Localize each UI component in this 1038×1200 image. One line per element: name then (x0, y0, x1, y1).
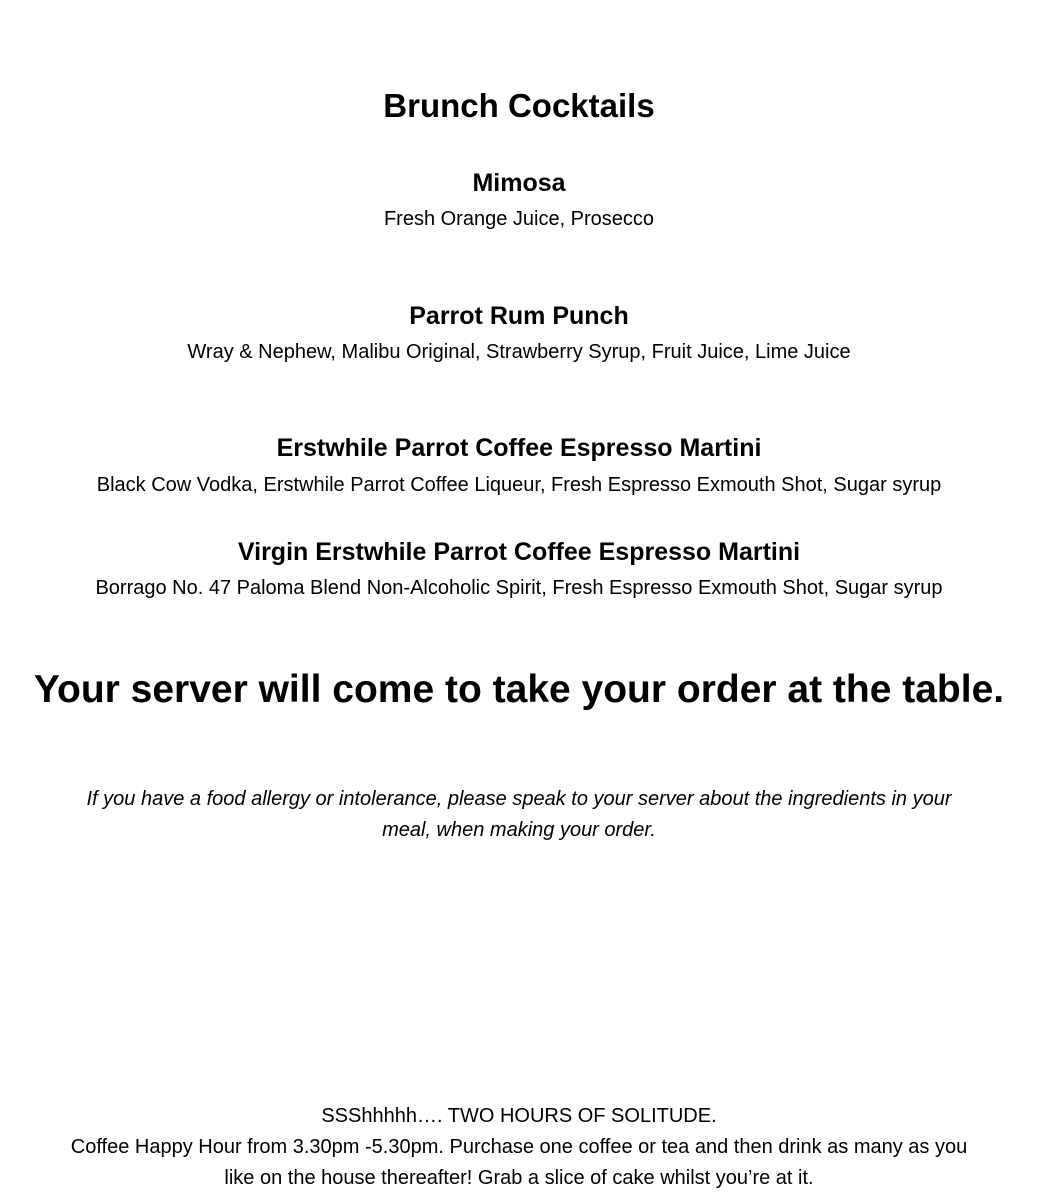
item-name-espresso-martini: Erstwhile Parrot Coffee Espresso Martini (276, 434, 762, 462)
item-name-virgin-espresso-martini: Virgin Erstwhile Parrot Coffee Espresso Martini (237, 538, 801, 566)
allergy-notice-line-1: If you have a food allergy or intolerance, please speak to your server about the ingredients in your (86, 788, 952, 810)
allergy-notice-line-2: meal, when making your order. (382, 819, 656, 841)
item-description-virgin-espresso-martini: Borrago No. 47 Paloma Blend Non-Alcoholic Spirit, Fresh Espresso Exmouth Shot, Sugar syrup (95, 577, 943, 599)
item-description-parrot-rum-punch: Wray & Nephew, Malibu Original, Strawberry Syrup, Fruit Juice, Lime Juice (187, 341, 851, 363)
item-name-parrot-rum-punch: Parrot Rum Punch (409, 302, 629, 330)
item-description-espresso-martini: Black Cow Vodka, Erstwhile Parrot Coffee Liqueur, Fresh Espresso Exmouth Shot, Sugar syrup (96, 474, 942, 496)
order-notice: Your server will come to take your order at the table. (33, 668, 1005, 711)
footer-line-2: Coffee Happy Hour from 3.30pm -5.30pm. Purchase one coffee or tea and then drink as many as you (70, 1136, 968, 1158)
item-name-mimosa: Mimosa (472, 169, 566, 197)
menu-heading: Brunch Cocktails (383, 87, 655, 124)
footer-line-1: SSShhhhh…. TWO HOURS OF SOLITUDE. (321, 1105, 717, 1127)
item-description-mimosa: Fresh Orange Juice, Prosecco (383, 208, 655, 230)
footer-line-3: like on the house thereafter! Grab a slice of cake whilst you’re at it. (224, 1167, 814, 1189)
